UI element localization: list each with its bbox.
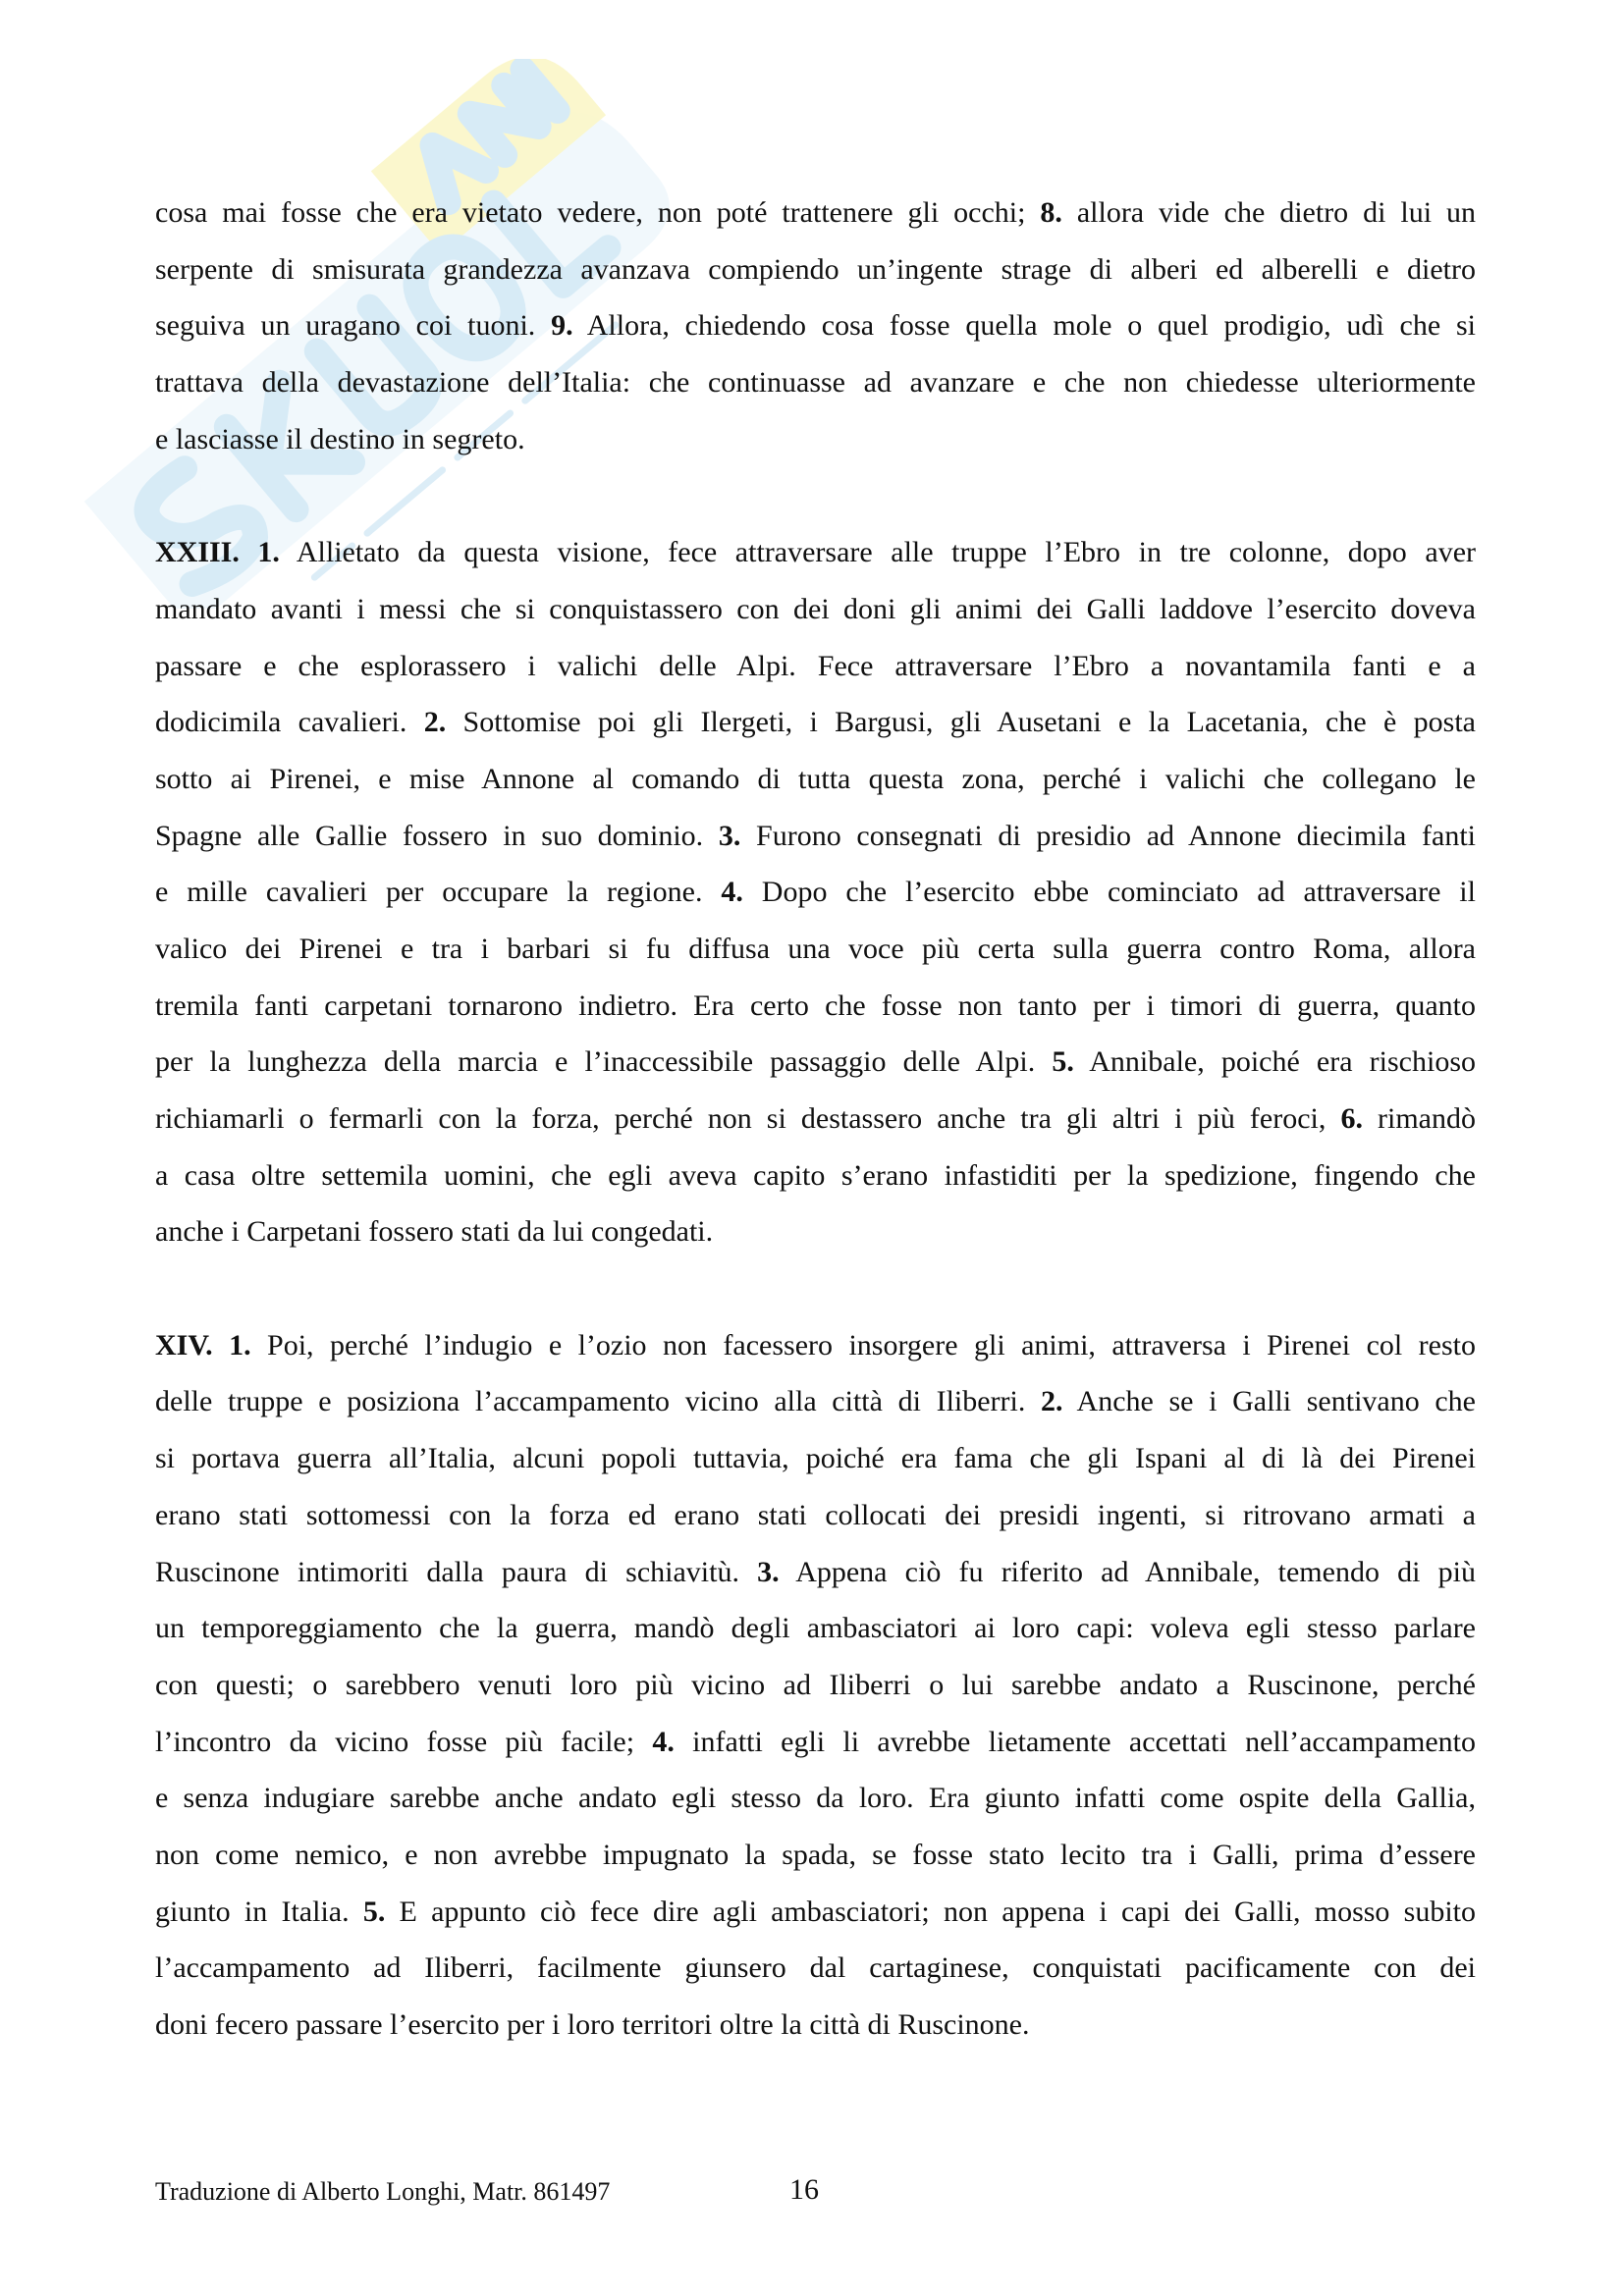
text-run: per la lunghezza della marcia e l’inaccessibile passaggio delle Alpi. [155,1045,1053,1079]
text-run: l’incontro da vicino fosse più facile; [155,1725,653,1758]
page-number: 16 [789,2173,819,2206]
text-run: richiamarli o fermarli con la forza, perché non si destassero anche tra gli altri i più feroci, [155,1102,1341,1135]
section-number: 9. [551,309,573,343]
text-run: con questi; o sarebbero venuti loro più vicino ad Iliberri o lui sarebbe andato a Ruscinone, perché [155,1668,1476,1701]
text-run: sotto ai Pirenei, e mise Annone al comando di tutta questa zona, perché i valichi che collegano le [155,762,1476,795]
text-run: si portava guerra all’Italia, alcuni popoli tuttavia, poiché era fama che gli Ispani al di là dei Pirenei [155,1442,1476,1475]
text-line [155,1600,1476,1657]
text-run: tremila fanti carpetani tornarono indietro. Era certo che fosse non tanto per i timori di guerra, quanto [155,988,1476,1022]
paragraph [155,1317,1476,2054]
paragraph-gap [155,1260,1476,1317]
text-line [155,694,1476,751]
text-run: Anche se i Galli sentivano che [1062,1385,1476,1418]
text-run: giunto in Italia. [155,1895,363,1928]
text-line [155,921,1476,978]
text-line [155,1430,1476,1487]
text-line [155,751,1476,808]
text-line [155,297,1476,354]
text-run: doni fecero passare l’esercito per i loro territori oltre la città di Ruscinone. [155,2008,1030,2041]
text-line [155,638,1476,695]
text-run: un temporeggiamento che la guerra, mandò degli ambasciatori ai loro capi: voleva egli stesso parlare [155,1612,1476,1645]
text-line [155,1940,1476,1997]
section-number: 3. [718,819,741,852]
section-number: 5. [362,1895,386,1928]
paragraph [155,524,1476,1260]
section-number: 6. [1340,1102,1363,1135]
text-run: allora vide che dietro di lui un [1061,196,1477,229]
text-run: delle truppe e posiziona l’accampamento vicino alla città di Iliberri. [155,1385,1042,1418]
text-run: e senza indugiare sarebbe anche andato egli stesso da loro. Era giunto infatti come ospite della Gallia, [155,1782,1476,1815]
text-run: Furono consegnati di presidio ad Annone diecimila fanti [740,819,1476,852]
text-line [155,1827,1476,1884]
text-run: mandato avanti i messi che si conquistassero con dei doni gli animi dei Galli laddove l’esercito doveva [155,592,1476,625]
text-run: cosa mai fosse che era vietato vedere, non poté trattenere gli occhi; [155,196,1041,229]
document-body [155,185,1476,2054]
text-line [155,581,1476,638]
text-line [155,241,1476,298]
text-line [155,808,1476,865]
text-run: erano stati sottomessi con la forza ed erano stati collocati dei presidi ingenti, si ritrovano armati a [155,1498,1476,1531]
text-line [155,1317,1476,1374]
text-run: Allora, chiedendo cosa fosse quella mole o quel prodigio, udì che si [572,309,1476,343]
text-line [155,1148,1476,1204]
text-line [155,411,1476,468]
text-run: e mille cavalieri per occupare la regione. [155,876,722,909]
paragraph-gap [155,467,1476,524]
text-run: a casa oltre settemila uomini, che egli aveva capito s’erano infastiditi per la spedizione, fingendo che [155,1158,1476,1192]
section-number: XXIII. 1. [155,536,280,569]
text-run: l’accampamento ad Iliberri, facilmente giunsero dal cartaginese, conquistati pacificamente con dei [155,1951,1476,1985]
text-run: Allietato da questa visione, fece attraversare alle truppe l’Ebro in tre colonne, dopo aver [279,536,1476,569]
text-run: anche i Carpetani fossero stati da lui congedati. [155,1215,714,1249]
text-line [155,1091,1476,1148]
section-number: 4. [721,876,743,909]
section-number: 3. [757,1555,780,1588]
paragraph [155,185,1476,467]
section-number: 8. [1040,196,1062,229]
text-run: Poi, perché l’indugio e l’ozio non facessero insorgere gli animi, attraversa i Pirenei col resto [250,1328,1476,1362]
text-run: E appunto ciò fece dire agli ambasciatori; non appena i capi dei Galli, mosso subito [385,1895,1476,1928]
text-run: valico dei Pirenei e tra i barbari si fu diffusa una voce più certa sulla guerra contro Roma, allora [155,932,1476,965]
text-run: Sottomise poi gli Ilergeti, i Bargusi, gli Ausetani e la Lacetania, che è posta [446,706,1476,739]
text-line [155,1203,1476,1260]
text-run: Annibale, poiché era rischioso [1073,1045,1476,1079]
text-line [155,1884,1476,1941]
text-run: Dopo che l’esercito ebbe cominciato ad attraversare il [742,876,1476,909]
text-run: e lasciasse il destino in segreto. [155,422,525,455]
section-number: 4. [652,1725,675,1758]
text-run: Appena ciò fu riferito ad Annibale, temendo di più [779,1555,1477,1588]
text-line [155,1034,1476,1091]
text-run: non come nemico, e non avrebbe impugnato la spada, se fosse stato lecito tra i Galli, prima d’essere [155,1838,1476,1871]
text-line [155,354,1476,411]
text-line [155,1544,1476,1601]
section-number: 2. [423,706,447,739]
section-number: XIV. 1. [155,1328,251,1362]
text-line [155,1714,1476,1771]
text-run: infatti egli li avrebbe lietamente accettati nell’accampamento [674,1725,1476,1758]
text-run: passare e che esplorassero i valichi delle Alpi. Fece attraversare l’Ebro a novantamila fanti e a [155,649,1476,682]
text-line [155,1657,1476,1714]
text-line [155,524,1476,581]
section-number: 5. [1052,1045,1074,1079]
text-line [155,1770,1476,1827]
text-run: trattava della devastazione dell’Italia: che continuasse ad avanzare e che non chiedesse ulteriormente [155,366,1476,400]
footer-credit: Traduzione di Alberto Longhi, Matr. 861497 [155,2177,611,2206]
text-run: rimandò [1362,1102,1476,1135]
text-run: serpente di smisurata grandezza avanzava compiendo un’ingente strage di alberi ed alberelli e dietro [155,252,1476,286]
text-run: Spagne alle Gallie fossero in suo dominio. [155,819,719,852]
text-line [155,978,1476,1035]
text-run: Ruscinone intimoriti dalla paura di schiavitù. [155,1555,758,1588]
text-line [155,1373,1476,1430]
text-run: dodicimila cavalieri. [155,706,424,739]
text-run: seguiva un uragano coi tuoni. [155,309,552,343]
text-line [155,864,1476,921]
text-line [155,185,1476,241]
text-line [155,1487,1476,1544]
text-line [155,1997,1476,2054]
section-number: 2. [1041,1385,1063,1418]
